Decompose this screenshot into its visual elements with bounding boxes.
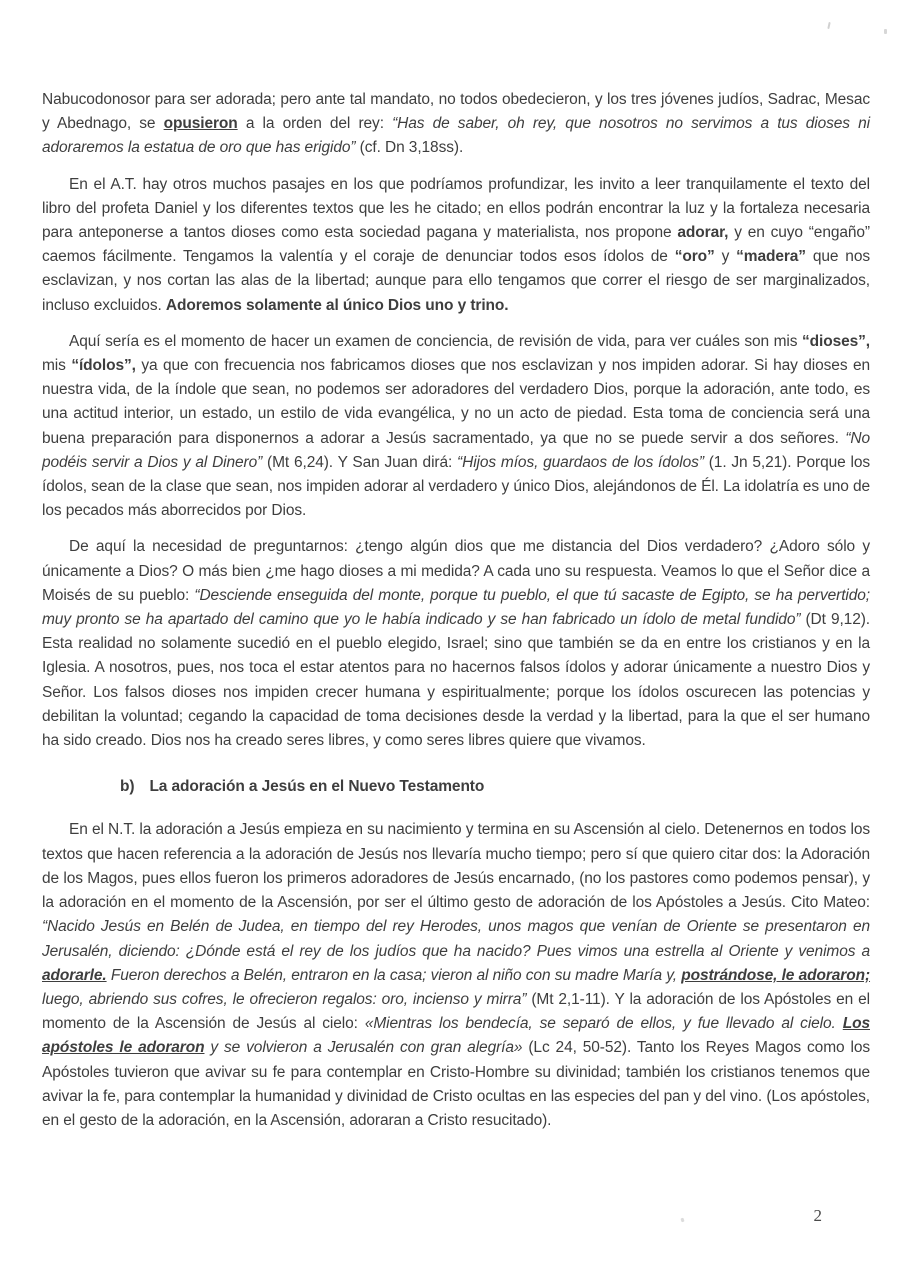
text-run: (cf. Dn 3,18ss). xyxy=(355,139,464,157)
text-run: que nos esclavizan, y nos cortan las alas de la libertad; aunque para ello tengamos que correr el riesgo de ser marginalizados, incluso excluidos. xyxy=(42,248,870,314)
paragraph xyxy=(42,88,870,161)
text-run: y se volvieron a Jerusalén con gran alegría» xyxy=(204,1039,523,1057)
text-run: “ídolos”, xyxy=(71,357,136,375)
text-run: En el N.T. la adoración a Jesús empieza en su nacimiento y termina en su Ascensión al cielo. Detenernos en todos los textos que hacen referencia a la adoración de Jesús nos llevaría mucho tiempo; pero sí que quiero citar dos: la Adoración de los Magos, pues ellos fueron los primeros adoradores de Jesús encarnado, (no los pastores como podemos pensar), y la adoración en el momento de la Ascensión, por ser el último gesto de adoración de los Apóstoles a Jesús. Cito Mateo: xyxy=(42,821,870,912)
paragraph xyxy=(42,818,870,1133)
text-run: “madera” xyxy=(736,248,806,266)
text-run: «Mientras los bendecía, se separó de ellos, y fue llevado al cielo. xyxy=(364,1015,843,1033)
text-run: (Mt 2,1-11). Y la adoración de los Apóstoles en el momento de la Ascensión de Jesús al cielo: xyxy=(42,990,870,1033)
text-run: “Has de saber, oh rey, que nosotros no servimos a tus dioses ni adoraremos la estatua de oro que has erigido” xyxy=(42,115,870,157)
text-run: La adoración a Jesús en el Nuevo Testamento xyxy=(149,778,485,796)
text-run: “Nacido Jesús en Belén de Judea, en tiempo del rey Herodes, unos magos que venían de Oriente se presentaron en Jerusalén, diciendo: ¿Dónde está el rey de los judíos que ha nacido? Pues vimos una estrella al Oriente y venimos a xyxy=(42,918,870,960)
text-run: opusieron xyxy=(163,115,238,133)
text-run: Fueron derechos a Belén, entraron en la casa; vieron al niño con su madre María y, xyxy=(106,966,682,984)
text-run: Aquí sería es el momento de hacer un examen de conciencia, de revisión de vida, para ver cuáles son mis xyxy=(69,332,802,350)
text-run: adorar, xyxy=(677,224,729,242)
scan-artifact xyxy=(884,29,887,34)
text-run: a la orden del rey: xyxy=(237,115,393,133)
scan-artifact xyxy=(827,22,830,29)
paragraph xyxy=(42,330,870,524)
text-run: (1. Jn 5,21). Porque los ídolos, sean de la clase que sean, nos impiden adorar al verdadero y único Dios, alejándonos de Él. La idolatría es uno de los pecados más aborrecidos por Dios. xyxy=(42,453,870,520)
text-run: “Hijos míos, guardaos de los ídolos” xyxy=(457,453,704,471)
text-run: postrándose, le adoraron; xyxy=(681,966,871,984)
text-run: (Mt 6,24). Y San Juan dirá: xyxy=(262,453,458,471)
text-run: En el A.T. hay otros muchos pasajes en los que podríamos profundizar, les invito a leer tranquilamente el texto del libro del profeta Daniel y los diferentes textos que les he citado; en ellos podrán encontrar la luz y la fortaleza necesaria para anteponerse a tantos dioses como esta sociedad pagana y materialista, nos propone xyxy=(42,175,870,242)
text-run: “dioses”, xyxy=(801,332,870,350)
heading-label: b) xyxy=(120,778,135,796)
scan-artifact xyxy=(680,1218,684,1223)
text-run: “oro” xyxy=(674,248,715,266)
paragraph xyxy=(42,535,870,753)
text-run: mis xyxy=(42,357,72,375)
page-number: 2 xyxy=(813,1206,822,1225)
text-run: Nabucodonosor para ser adorada; pero ante tal mandato, no todos obedecieron, y los tres jóvenes judíos, Sadrac, Mesac y Abednago, se xyxy=(42,91,870,133)
text-run: Los apóstoles le adoraron xyxy=(42,1015,870,1057)
text-run: “No podéis servir a Dios y al Dinero” xyxy=(42,429,870,471)
text-run: (Lc 24, 50-52). Tanto los Reyes Magos como los Apóstoles tuvieron que avivar su fe para contemplar en Cristo-Hombre su divinidad; también los cristianos tenemos que avivar la fe, para contemplar la humanidad y divinidad de Cristo ocultas en las especies del pan y del vino. (Los apóstoles, en el gesto de la adoración, en la Ascensión, adoraran a Cristo resucitado). xyxy=(42,1039,870,1129)
paragraph xyxy=(42,173,870,318)
text-run: “Desciende enseguida del monte, porque tu pueblo, el que tú sacaste de Egipto, se ha pervertido; muy pronto se ha apartado del camino que yo le había indicado y se han fabricado un ídolo de metal fundido” xyxy=(42,586,870,629)
document-body xyxy=(42,88,870,1145)
section-heading xyxy=(42,775,870,799)
text-run: y en cuyo “engaño” caemos fácilmente. Tengamos la valentía y el coraje de denunciar todos esos ídolos de xyxy=(42,224,870,266)
text-run: (Dt 9,12). Esta realidad no solamente sucedió en el pueblo elegido, Israel; sino que también se da en entre los cristianos y en la Iglesia. A nosotros, pues, nos toca el estar atentos para no hacernos falsos ídolos y adorar únicamente a nuestro Dios y Señor. Los falsos dioses nos impiden crecer humana y espiritualmente; porque los ídolos oscurecen las potencias y debilitan la voluntad; cegando la capacidad de toma decisiones desde la verdad y la libertad, para la que el ser humano ha sido creado. Dios nos ha creado seres libres, y como seres libres quiere que vivamos. xyxy=(42,611,870,750)
text-run: y xyxy=(714,248,737,266)
text-run: De aquí la necesidad de preguntarnos: ¿tengo algún dios que me distancia del Dios verdadero? ¿Adoro sólo y únicamente a Dios? O más bien ¿me hago dioses a mi medida? A cada uno su respuesta. Veamos lo que el Señor dice a Moisés de su pueblo: xyxy=(42,538,870,604)
text-run: adorarle. xyxy=(42,966,107,984)
text-run: Adoremos solamente al único Dios uno y trino. xyxy=(165,296,509,314)
text-run: ya que con frecuencia nos fabricamos dioses que nos esclavizan y nos impiden adorar. Si hay dioses en nuestra vida, de la índole que sean, no podemos ser adoradores del verdadero Dios, porque la adoración, ante todo, es una actitud interior, un estado, un estilo de vida evangélica, y no un acto de piedad. Esta toma de conciencia será una buena preparación para disponernos a adorar a Jesús sacramentado, ya que no se puede servir a dos señores. xyxy=(42,357,871,447)
text-run: luego, abriendo sus cofres, le ofrecieron regalos: oro, incienso y mirra” xyxy=(42,990,527,1008)
